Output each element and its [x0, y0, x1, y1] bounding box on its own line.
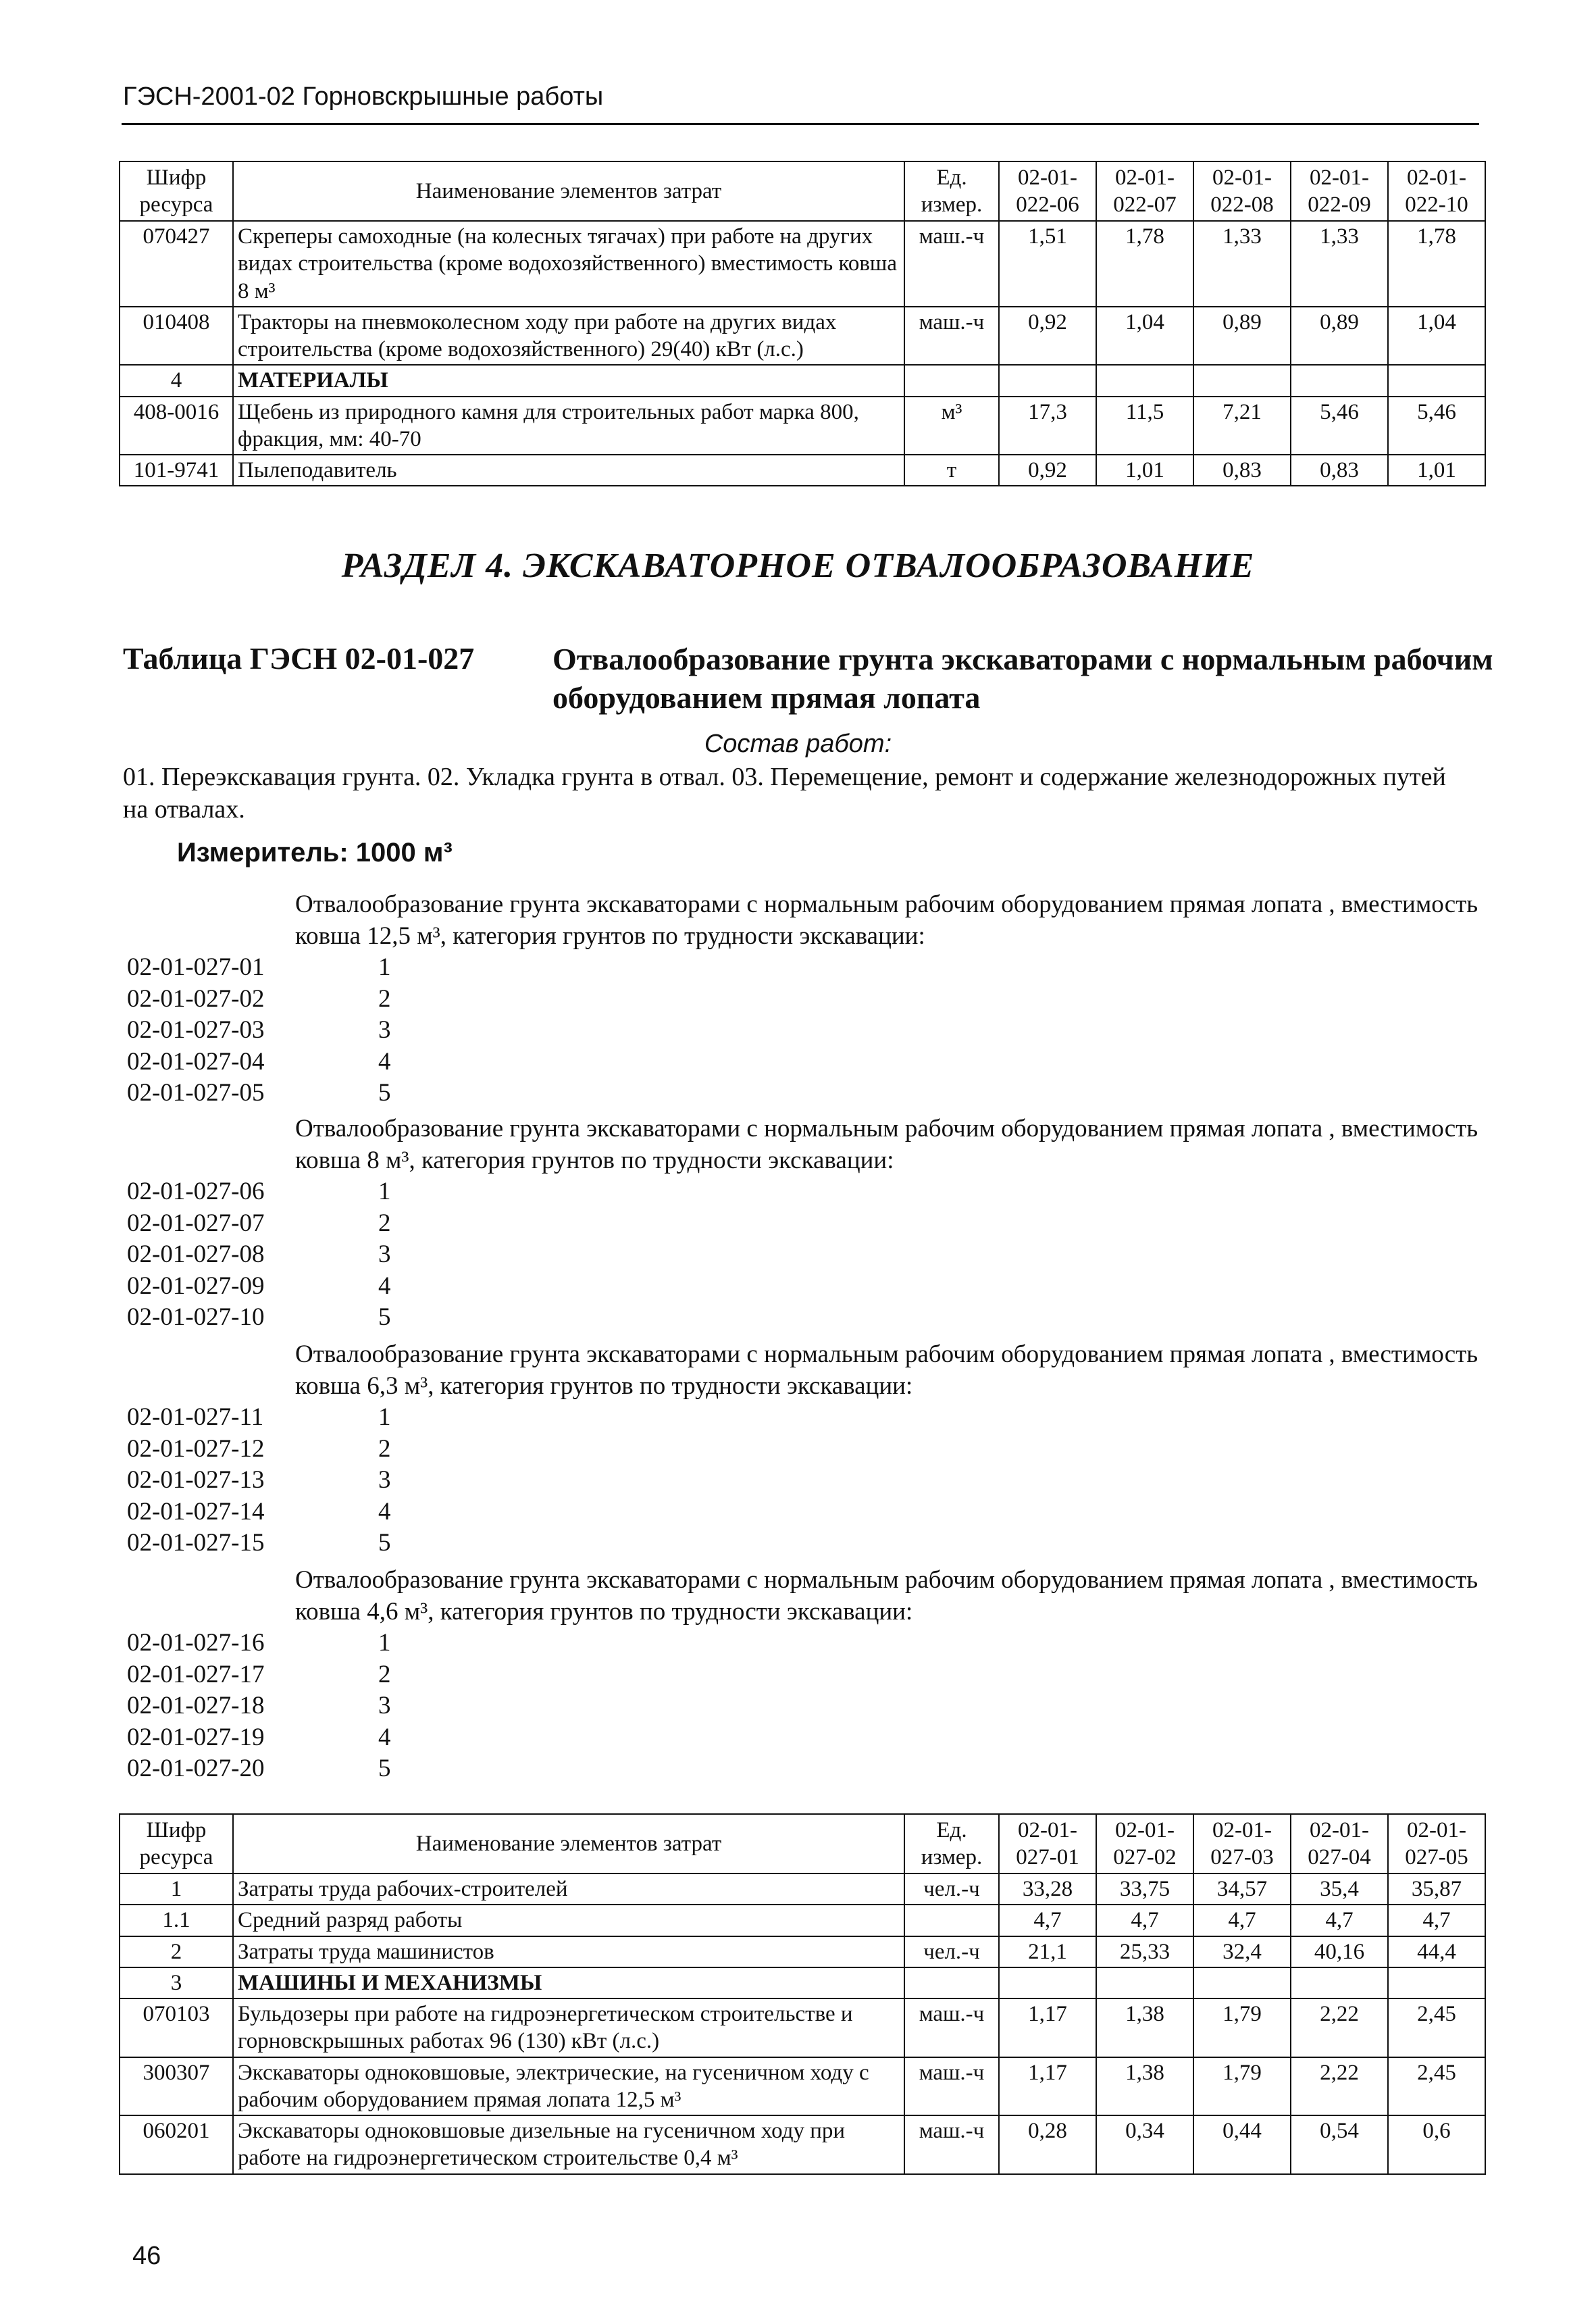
norm-code-row	[127, 953, 391, 982]
table-row	[120, 1873, 1485, 1905]
resource-code-cell: 300307	[120, 2057, 233, 2116]
value-cell: 1,17	[999, 1998, 1096, 2057]
resource-code-cell: 3	[120, 1967, 233, 1998]
header-col: 02-01-027-05	[1388, 1814, 1485, 1873]
norm-code-row	[127, 1660, 391, 1689]
value-cell: 0,28	[999, 2115, 1096, 2174]
soil-category-number: 4	[378, 1723, 391, 1751]
value-cell: 1,38	[1096, 1998, 1193, 2057]
value-cell: 4,7	[1193, 1905, 1291, 1936]
resource-name-cell: МАШИНЫ И МЕХАНИЗМЫ	[233, 1967, 904, 1998]
norm-code-row	[127, 1209, 391, 1238]
norm-code-row	[127, 1403, 391, 1432]
norm-code-row	[127, 1078, 391, 1107]
soil-category-number: 2	[378, 1434, 391, 1463]
value-cell: 4,7	[1388, 1905, 1485, 1936]
value-cell: 1,33	[1291, 221, 1388, 307]
value-cell: 4,7	[1291, 1905, 1388, 1936]
page-number: 46	[132, 2242, 161, 2270]
resource-code-cell: 070103	[120, 1998, 233, 2057]
header-name: Наименование элементов затрат	[233, 161, 904, 221]
norm-code: 02-01-027-01	[127, 953, 265, 981]
norm-code-row	[127, 1497, 391, 1526]
unit-cell: маш.-ч	[904, 221, 999, 307]
table-row	[120, 1998, 1485, 2057]
value-cell: 1,79	[1193, 2057, 1291, 2116]
resource-name-cell: Затраты труда машинистов	[233, 1936, 904, 1967]
table-row	[120, 1936, 1485, 1967]
value-cell: 0,92	[999, 455, 1096, 486]
unit-cell: маш.-ч	[904, 307, 999, 366]
norm-code: 02-01-027-17	[127, 1660, 265, 1688]
value-cell: 1,51	[999, 221, 1096, 307]
resource-name-cell: Затраты труда рабочих-строителей	[233, 1873, 904, 1905]
norm-code: 02-01-027-11	[127, 1403, 264, 1431]
norm-code-row	[127, 1240, 391, 1269]
value-cell: 2,45	[1388, 1998, 1485, 2057]
header-col: 02-01-022-08	[1193, 161, 1291, 221]
value-cell: 35,87	[1388, 1873, 1485, 1905]
header-unit: Ед. измер.	[904, 1814, 999, 1873]
header-col: 02-01-022-09	[1291, 161, 1388, 221]
resource-code-cell: 1.1	[120, 1905, 233, 1936]
work-composition-heading: Состав работ:	[704, 730, 892, 758]
unit-cell: м³	[904, 397, 999, 455]
value-cell: 2,45	[1388, 2057, 1485, 2116]
table-row	[120, 2115, 1485, 2174]
norm-code-row	[127, 1015, 391, 1045]
norm-code: 02-01-027-02	[127, 984, 265, 1013]
norm-code: 02-01-027-14	[127, 1497, 265, 1526]
resource-table-continued	[119, 161, 1486, 486]
table-header-row	[120, 161, 1485, 221]
value-cell	[1388, 1967, 1485, 1998]
resource-table	[119, 1813, 1486, 2175]
soil-category-number: 2	[378, 1660, 391, 1688]
norm-code: 02-01-027-20	[127, 1755, 265, 1782]
norm-code-row	[127, 1465, 391, 1494]
norm-code: 02-01-027-16	[127, 1629, 265, 1657]
value-cell: 1,17	[999, 2057, 1096, 2116]
value-cell: 44,4	[1388, 1936, 1485, 1967]
table-row	[120, 397, 1485, 455]
soil-category-number: 1	[378, 953, 391, 981]
norm-code-row	[127, 1047, 391, 1076]
value-cell: 0,34	[1096, 2115, 1193, 2174]
value-cell	[1096, 365, 1193, 396]
unit-cell: маш.-ч	[904, 2057, 999, 2116]
value-cell: 0,54	[1291, 2115, 1388, 2174]
value-cell: 1,01	[1096, 455, 1193, 486]
resource-name-cell: Экскаваторы одноковшовые дизельные на гусеничном ходу при работе на гидроэнергетическом строительстве 0,4 м³	[233, 2115, 904, 2174]
header-col: 02-01-022-06	[999, 161, 1096, 221]
value-cell: 0,6	[1388, 2115, 1485, 2174]
unit-cell: чел.-ч	[904, 1936, 999, 1967]
resource-name-cell: Средний разряд работы	[233, 1905, 904, 1936]
norm-code-row	[127, 1691, 391, 1720]
measure-unit: Измеритель: 1000 м³	[177, 838, 453, 867]
resource-name-cell: Тракторы на пневмоколесном ходу при работе на других видах строительства (кроме водохозяйственного) 29(40) кВт (л.с.)	[233, 307, 904, 366]
value-cell: 1,04	[1388, 307, 1485, 366]
header-col: 02-01-027-03	[1193, 1814, 1291, 1873]
value-cell	[1193, 1967, 1291, 1998]
soil-category-number: 4	[378, 1497, 391, 1526]
running-header: ГЭСН-2001-02 Горновскрышные работы	[123, 82, 604, 111]
resource-name-cell: Пылеподавитель	[233, 455, 904, 486]
unit-cell: маш.-ч	[904, 2115, 999, 2174]
soil-category-number: 5	[378, 1529, 391, 1557]
value-cell: 17,3	[999, 397, 1096, 455]
soil-category-number: 3	[378, 1240, 391, 1268]
norm-code: 02-01-027-08	[127, 1240, 265, 1268]
value-cell	[1291, 1967, 1388, 1998]
table-label: Таблица ГЭСН 02-01-027	[123, 641, 475, 676]
norm-code: 02-01-027-06	[127, 1178, 265, 1205]
resource-name-cell: Скреперы самоходные (на колесных тягачах) при работе на других видах строительства (кроме водохозяйственного) вместимость ковша 8 м³	[233, 221, 904, 307]
soil-category-number: 1	[378, 1403, 391, 1431]
resource-code-cell: 060201	[120, 2115, 233, 2174]
resource-name-cell: Щебень из природного камня для строительных работ марка 800, фракция, мм: 40-70	[233, 397, 904, 455]
norm-code-row	[127, 1723, 391, 1752]
header-col: 02-01-027-04	[1291, 1814, 1388, 1873]
norm-code: 02-01-027-13	[127, 1466, 265, 1494]
soil-category-number: 3	[378, 1466, 391, 1494]
value-cell	[1291, 365, 1388, 396]
soil-category-number: 2	[378, 984, 391, 1013]
norm-code: 02-01-027-19	[127, 1723, 265, 1751]
norm-code-row	[127, 1272, 391, 1301]
value-cell: 1,04	[1096, 307, 1193, 366]
resource-name-cell: Бульдозеры при работе на гидроэнергетическом строительстве и горновскрышных работах 96 (130) кВт (л.с.)	[233, 1998, 904, 2057]
work-composition-text: 01. Переэкскавация грунта. 02. Укладка грунта в отвал. 03. Перемещение, ремонт и содержание железнодорожных путей на отвалах.	[123, 763, 1446, 824]
value-cell: 1,78	[1096, 221, 1193, 307]
value-cell: 5,46	[1291, 397, 1388, 455]
value-cell: 1,33	[1193, 221, 1291, 307]
norm-code-row	[127, 1528, 391, 1557]
table-row	[120, 455, 1485, 486]
soil-category-number: 4	[378, 1272, 391, 1300]
header-rule	[122, 123, 1479, 125]
resource-code-cell: 2	[120, 1936, 233, 1967]
group-description: Отвалообразование грунта экскаваторами с нормальным рабочим оборудованием прямая лопата , вместимость ковша 4,6 м³, категория грунтов по трудности экскавации:	[295, 1566, 1478, 1626]
value-cell: 1,38	[1096, 2057, 1193, 2116]
unit-cell	[904, 1905, 999, 1936]
header-code: Шифр ресурса	[120, 161, 233, 221]
header-unit: Ед. измер.	[904, 161, 999, 221]
norm-code-row	[127, 1754, 391, 1783]
unit-cell: маш.-ч	[904, 1998, 999, 2057]
section-title: РАЗДЕЛ 4. ЭКСКАВАТОРНОЕ ОТВАЛООБРАЗОВАНИЕ	[341, 547, 1255, 585]
value-cell: 4,7	[999, 1905, 1096, 1936]
resource-code-cell: 1	[120, 1873, 233, 1905]
header-col: 02-01-022-07	[1096, 161, 1193, 221]
norm-code: 02-01-027-07	[127, 1209, 265, 1237]
norm-code: 02-01-027-15	[127, 1529, 265, 1557]
value-cell: 40,16	[1291, 1936, 1388, 1967]
header-code: Шифр ресурса	[120, 1814, 233, 1873]
value-cell: 7,21	[1193, 397, 1291, 455]
soil-category-number: 1	[378, 1629, 391, 1657]
value-cell	[1388, 365, 1485, 396]
resource-code-cell: 408-0016	[120, 397, 233, 455]
value-cell: 0,92	[999, 307, 1096, 366]
value-cell: 2,22	[1291, 2057, 1388, 2116]
norm-code: 02-01-027-09	[127, 1272, 265, 1300]
soil-category-number: 3	[378, 1016, 391, 1044]
norm-code-row	[127, 984, 391, 1013]
value-cell: 0,89	[1193, 307, 1291, 366]
value-cell: 35,4	[1291, 1873, 1388, 1905]
value-cell: 2,22	[1291, 1998, 1388, 2057]
value-cell: 21,1	[999, 1936, 1096, 1967]
table-row	[120, 1905, 1485, 1936]
header-col: 02-01-022-10	[1388, 161, 1485, 221]
soil-category-number: 5	[378, 1755, 391, 1782]
group-description: Отвалообразование грунта экскаваторами с нормальным рабочим оборудованием прямая лопата , вместимость ковша 6,3 м³, категория грунтов по трудности экскавации:	[295, 1340, 1478, 1400]
resource-name-cell: МАТЕРИАЛЫ	[233, 365, 904, 396]
unit-cell: чел.-ч	[904, 1873, 999, 1905]
category-row	[120, 365, 1485, 396]
value-cell	[999, 1967, 1096, 1998]
norm-code: 02-01-027-05	[127, 1079, 265, 1107]
norm-code-row	[127, 1177, 391, 1206]
resource-code-cell: 070427	[120, 221, 233, 307]
value-cell: 4,7	[1096, 1905, 1193, 1936]
resource-code-cell: 101-9741	[120, 455, 233, 486]
category-row	[120, 1967, 1485, 1998]
value-cell: 5,46	[1388, 397, 1485, 455]
resource-name-cell: Экскаваторы одноковшовые, электрические, на гусеничном ходу с рабочим оборудованием прямая лопата 12,5 м³	[233, 2057, 904, 2116]
norm-code-row	[127, 1303, 391, 1332]
soil-category-number: 4	[378, 1047, 391, 1076]
table-header-row	[120, 1814, 1485, 1873]
value-cell	[1096, 1967, 1193, 1998]
unit-cell: т	[904, 455, 999, 486]
value-cell: 33,28	[999, 1873, 1096, 1905]
value-cell: 0,83	[1193, 455, 1291, 486]
norm-code: 02-01-027-18	[127, 1692, 265, 1719]
table-row	[120, 2057, 1485, 2116]
header-col: 02-01-027-01	[999, 1814, 1096, 1873]
value-cell	[1193, 365, 1291, 396]
soil-category-number: 3	[378, 1692, 391, 1719]
value-cell: 11,5	[1096, 397, 1193, 455]
norm-code: 02-01-027-12	[127, 1434, 265, 1463]
value-cell: 1,78	[1388, 221, 1485, 307]
soil-category-number: 5	[378, 1079, 391, 1107]
unit-cell	[904, 365, 999, 396]
value-cell: 1,01	[1388, 455, 1485, 486]
value-cell: 25,33	[1096, 1936, 1193, 1967]
value-cell: 0,83	[1291, 455, 1388, 486]
value-cell: 33,75	[1096, 1873, 1193, 1905]
value-cell	[999, 365, 1096, 396]
value-cell: 0,44	[1193, 2115, 1291, 2174]
table-row	[120, 221, 1485, 307]
header-col: 02-01-027-02	[1096, 1814, 1193, 1873]
group-description: Отвалообразование грунта экскаваторами с нормальным рабочим оборудованием прямая лопата , вместимость ковша 8 м³, категория грунтов по трудности экскавации:	[295, 1115, 1478, 1174]
table-row	[120, 307, 1485, 366]
resource-code-cell: 4	[120, 365, 233, 396]
norm-code-row	[127, 1628, 391, 1657]
unit-cell	[904, 1967, 999, 1998]
table-title: Отвалообразование грунта экскаваторами с нормальным рабочим оборудованием прямая лопата	[552, 642, 1493, 715]
norm-code: 02-01-027-10	[127, 1303, 265, 1331]
group-description: Отвалообразование грунта экскаваторами с нормальным рабочим оборудованием прямая лопата , вместимость ковша 12,5 м³, категория грунтов по трудности экскавации:	[295, 890, 1478, 950]
norm-code: 02-01-027-03	[127, 1016, 265, 1044]
soil-category-number: 1	[378, 1178, 391, 1205]
resource-code-cell: 010408	[120, 307, 233, 366]
value-cell: 32,4	[1193, 1936, 1291, 1967]
value-cell: 0,89	[1291, 307, 1388, 366]
norm-code-row	[127, 1434, 391, 1463]
soil-category-number: 2	[378, 1209, 391, 1237]
value-cell: 34,57	[1193, 1873, 1291, 1905]
soil-category-number: 5	[378, 1303, 391, 1331]
norm-code: 02-01-027-04	[127, 1047, 265, 1076]
header-name: Наименование элементов затрат	[233, 1814, 904, 1873]
value-cell: 1,79	[1193, 1998, 1291, 2057]
